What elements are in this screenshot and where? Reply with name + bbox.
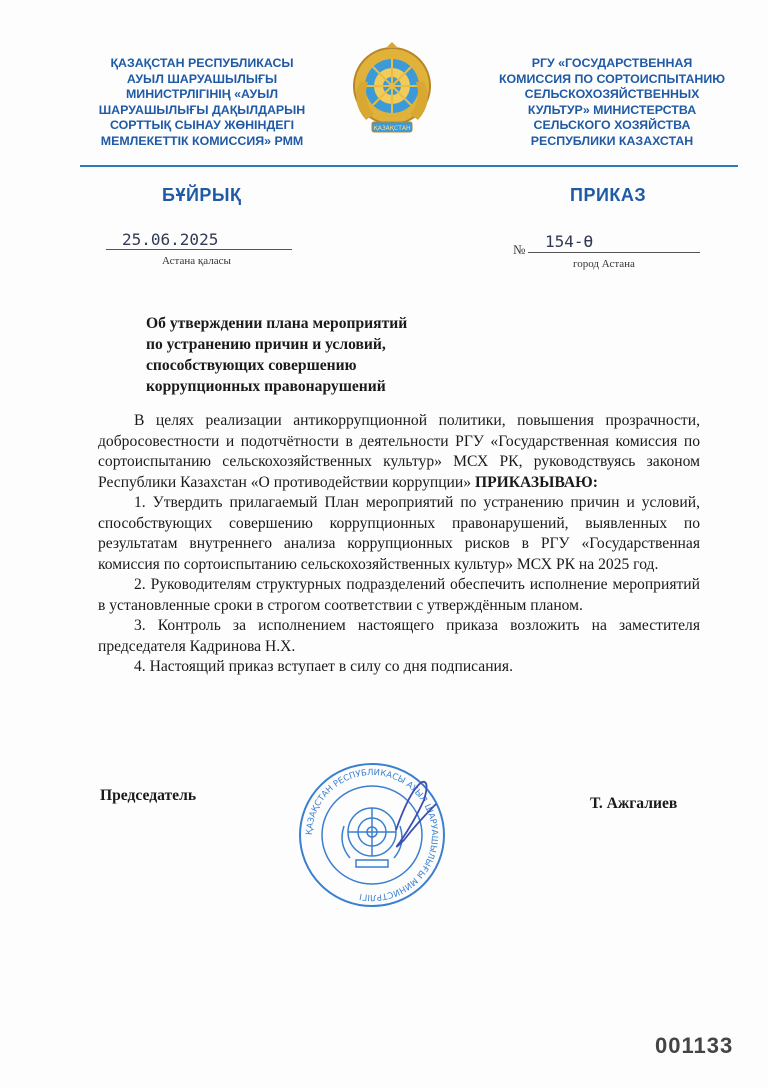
order-item: 4. Настоящий приказ вступает в силу со дня подписания.	[134, 658, 513, 675]
city-ru: город Астана	[573, 258, 635, 270]
header-ru	[486, 56, 738, 150]
city-kz: Астана қаласы	[162, 255, 231, 267]
header-kz-line: МЕМЛЕКЕТТІК КОМИССИЯ» РММ	[100, 133, 304, 148]
title-line: коррупционных правонарушений	[146, 378, 386, 395]
signer-position: Председатель	[100, 787, 197, 804]
order-body	[98, 411, 700, 678]
order-title	[146, 313, 407, 397]
header-kz-line: МИНИСТРЛІГІНІҢ «АУЫЛ	[125, 87, 279, 102]
preamble-text: В целях реализации антикоррупционной политики, повышения прозрачности, добросовестности и подотчётности в деятельности РГУ «Государственная комиссия по сортоиспытанию сельскохозяйственных культур» МСХ РК, руководствуясь законом Республики Казахстан «О противодействии коррупции»	[98, 412, 700, 491]
doc-type-ru: ПРИКАЗ	[570, 185, 647, 205]
title-line: Об утверждении плана мероприятий	[146, 315, 408, 332]
order-number: 154-Ө	[545, 232, 594, 251]
preamble	[98, 411, 700, 493]
state-emblem-icon	[350, 42, 434, 144]
header-divider	[80, 165, 738, 167]
seal-emblem-icon	[342, 808, 402, 867]
header-kz-line: ҚАЗАҚСТАН РЕСПУБЛИКАСЫ	[110, 56, 294, 70]
date-underline	[106, 249, 292, 250]
title-line: по устранению причин и условий,	[146, 336, 386, 353]
order-item: 1. Утвердить прилагаемый План мероприятий по устранению причин и условий, способствующих совершению коррупционных правонарушений, выявленных по результатам внутреннего анализа коррупционных рисков в РГУ «Государственная комиссия по сортоиспытанию сельскохозяйственных культур» МСХ РК на 2025 год.	[98, 494, 700, 573]
order-date: 25.06.2025	[122, 230, 219, 249]
header-ru-line: РЕСПУБЛИКИ КАЗАХСТАН	[530, 133, 694, 148]
header-kz-line: АУЫЛ ШАРУАШЫЛЫҒЫ	[126, 71, 278, 86]
header-ru-line: РГУ «ГОСУДАРСТВЕННАЯ	[531, 56, 693, 70]
order-item: 2. Руководителям структурных подразделений обеспечить исполнение мероприятий в установленные сроки в строгом соответствии с утверждённым планом.	[98, 576, 700, 614]
title-line: способствующих совершению	[146, 357, 357, 374]
serial-number: 001133	[655, 1033, 734, 1058]
doc-type-kz: БҰЙРЫҚ	[162, 185, 242, 205]
order-item: 3. Контроль за исполнением настоящего приказа возложить на заместителя председателя Кадринова Н.Х.	[98, 617, 700, 655]
header-ru-line: СЕЛЬСКОХОЗЯЙСТВЕННЫХ	[524, 87, 700, 102]
header-ru-line: СЕЛЬСКОГО ХОЗЯЙСТВА	[533, 118, 691, 133]
header-ru-line: КУЛЬТУР» МИНИСТЕРСТВА	[527, 102, 697, 117]
number-underline	[528, 252, 700, 253]
seal-text: ҚАЗАҚСТАН РЕСПУБЛИКАСЫ АУЫЛ ШАРУАШЫЛЫҒЫ МИНИСТРЛІГІ	[304, 767, 440, 903]
official-seal	[296, 760, 448, 910]
emblem-label: ҚАЗАҚСТАН	[373, 125, 411, 132]
number-sign: №	[513, 242, 526, 257]
header-ru-line: КОМИССИЯ ПО СОРТОИСПЫТАНИЮ	[498, 71, 726, 86]
header-kz-line: ШАРУАШЫЛЫҒЫ ДАҚЫЛДАРЫН	[98, 102, 306, 117]
order-word: ПРИКАЗЫВАЮ:	[474, 473, 598, 491]
header-kz	[86, 56, 318, 150]
header-kz-line: СОРТТЫҚ СЫНАУ ЖӨНІНДЕГІ	[109, 118, 295, 133]
signer-name: Т. Ажгалиев	[590, 795, 678, 812]
